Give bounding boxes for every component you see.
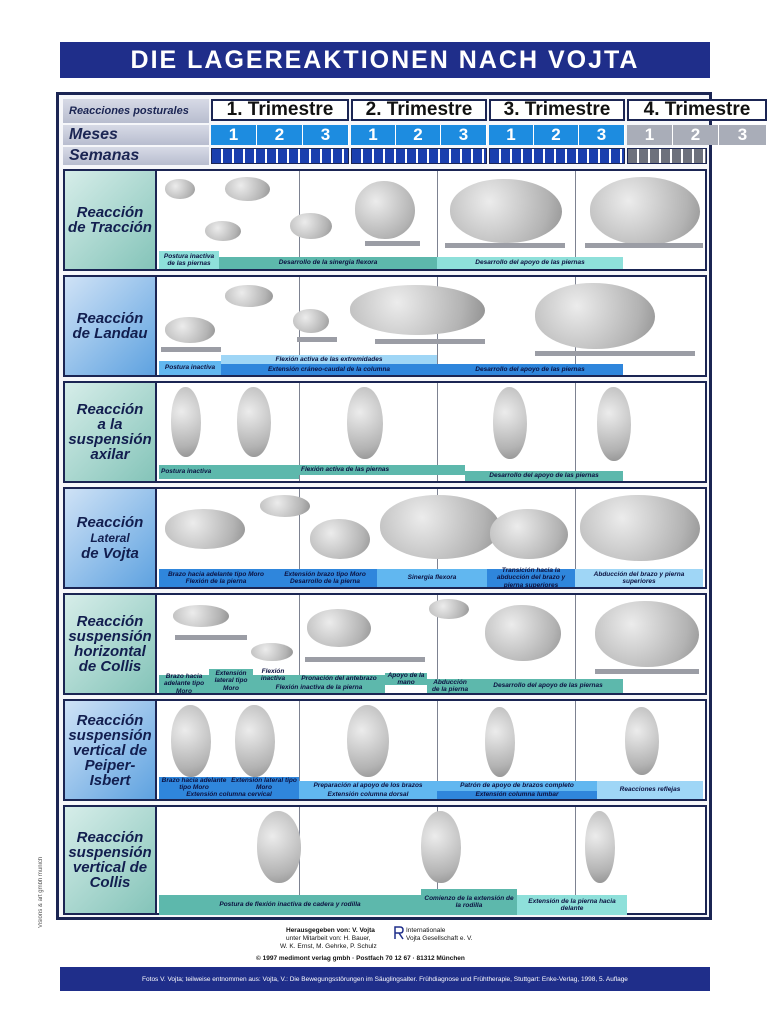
baby-photo (165, 179, 195, 199)
band: Transición hacia la abducción del brazo y pierna superiores (487, 569, 575, 587)
band: Abducción de la pierna (427, 679, 473, 693)
baby-photo (171, 387, 201, 457)
baby-photo (485, 707, 515, 777)
baby-photo (235, 705, 275, 777)
baby-photo (535, 283, 655, 349)
baby-photo (493, 387, 527, 459)
weeks-label: Semanas (63, 147, 209, 165)
baby-photo (205, 221, 241, 241)
band: Desarrollo del apoyo de las piernas (465, 471, 623, 481)
band: Flexión inactiva de la pierna (253, 683, 385, 693)
baby-photo (237, 387, 271, 457)
band: Extensión columna dorsal (299, 791, 437, 799)
month-cell: 2 (534, 125, 579, 145)
month-cell: 3 (579, 125, 625, 145)
band: Desarrollo de la sinergia flexora (219, 257, 437, 269)
band: Flexión inactiva (253, 675, 293, 683)
row-lateral-vojta (63, 487, 707, 589)
footer-credit: Fotos V. Vojta; teilweise entnommen aus: Vojta, V.: Die Bewegungsstörungen im Säuglingsalter. Frühdiagnose und Frühtherapie, Stuttgart: Enke-Verlag, 1998, 5. Auflage (60, 967, 710, 991)
band: Reacciones reflejas (597, 781, 703, 799)
band: Brazo hacia adelante tipo Moro (159, 777, 229, 791)
band: Flexión activa de las extremidades (221, 355, 437, 364)
band: Pronación del antebrazo (293, 675, 385, 683)
baby-photo (595, 601, 699, 667)
band: Extensión lateral tipo Moro (229, 777, 299, 791)
baby-photo (421, 811, 461, 883)
band: Extensión lateral tipo Moro (209, 669, 253, 693)
baby-photo (257, 811, 301, 883)
trimester-2: 2. Trimestre (351, 99, 487, 121)
row-horizontal-collis (63, 593, 707, 695)
band: Preparación al apoyo de los brazos (299, 781, 437, 791)
baby-photo (171, 705, 211, 777)
month-cell: 1 (489, 125, 534, 145)
band: Postura de flexión inactiva de cadera y rodilla (159, 895, 421, 915)
row-label: Reacción de Landau (65, 277, 157, 375)
band: Desarrollo del apoyo de las piernas (437, 364, 623, 375)
row-traccion (63, 169, 707, 271)
weeks-strip (351, 148, 487, 164)
baby-photo (251, 643, 293, 661)
row-label: Reacción de Tracción (65, 171, 157, 269)
editor-line: Herausgegeben von: V. Vojta (286, 927, 375, 934)
baby-photo (625, 707, 659, 775)
side-credit: Visions & art gmbh munich (38, 856, 44, 928)
band: Desarrollo del apoyo de las piernas (473, 679, 623, 693)
society-logo-icon (394, 926, 404, 943)
month-cell: 2 (257, 125, 303, 145)
postural-label: Reacciones posturales (63, 99, 209, 123)
weeks-strip (627, 148, 707, 164)
baby-photo (580, 495, 700, 561)
baby-photo (307, 609, 371, 647)
band: Comienzo de la extensión de la rodilla (421, 889, 517, 915)
baby-photo (350, 285, 485, 335)
month-cell: 3 (441, 125, 487, 145)
baby-photo (450, 179, 562, 243)
band: Postura inactiva de las piernas (159, 251, 219, 269)
society-line-1: Internationale (406, 927, 446, 934)
month-cell: 2 (673, 125, 719, 145)
baby-photo (355, 181, 415, 239)
band: Postura inactiva (159, 361, 221, 375)
baby-photo (597, 387, 631, 461)
band: Apoyo de la mano (385, 673, 427, 685)
baby-photo (225, 177, 270, 201)
collab-line-2: W. K. Ernst, M. Gehrke, P. Schulz (280, 943, 377, 950)
month-cell: 3 (303, 125, 349, 145)
month-cell: 2 (396, 125, 441, 145)
month-cell: 3 (719, 125, 767, 145)
trimester-4: 4. Trimestre (627, 99, 767, 121)
poster-title: DIE LAGEREAKTIONEN NACH VOJTA (60, 42, 710, 78)
row-label: Reacción Lateral de Vojta (65, 489, 157, 587)
month-cell: 1 (351, 125, 396, 145)
row-vertical-collis (63, 805, 707, 915)
band: Extensión columna lumbar (437, 791, 597, 799)
band: Sinergia flexora (377, 569, 487, 587)
baby-photo (293, 309, 329, 333)
chart-frame (56, 92, 751, 920)
baby-photo (225, 285, 273, 307)
row-suspension-axilar (63, 381, 707, 483)
row-landau (63, 275, 707, 377)
band: Extensión de la pierna hacia delante (517, 895, 627, 915)
society-line-2: Vojta Gesellschaft e. V. (406, 935, 473, 942)
baby-photo (380, 495, 500, 559)
baby-photo (260, 495, 310, 517)
baby-photo (165, 317, 215, 343)
trimester-1: 1. Trimestre (211, 99, 349, 121)
baby-photo (347, 387, 383, 459)
row-label: Reacción suspensión horizontal de Collis (65, 595, 157, 693)
weeks-strip (211, 148, 349, 164)
row-label: Reacción suspensión vertical de Peiper-Isbert (65, 701, 157, 799)
baby-photo (485, 605, 561, 661)
band: Brazo hacia adelante tipo Moro (159, 675, 209, 693)
baby-photo (590, 177, 700, 245)
trimester-3: 3. Trimestre (489, 99, 625, 121)
baby-photo (490, 509, 568, 559)
band: Extensión brazo tipo Moro Desarrollo de la pierna (273, 569, 377, 587)
baby-photo (429, 599, 469, 619)
band: Extensión columna cervical (159, 791, 299, 799)
baby-photo (165, 509, 245, 549)
baby-photo (310, 519, 370, 559)
publisher-line: © 1997 medimont verlag gmbh · Postfach 70 12 67 · 81312 München (256, 955, 465, 962)
band: Patrón de apoyo de brazos completo (437, 781, 597, 791)
row-label: Reacción a la suspensión axilar (65, 383, 157, 481)
band: Postura inactiva (159, 465, 299, 479)
band: Desarrollo del apoyo de las piernas (437, 257, 623, 269)
collab-line-1: unter Mitarbeit von: H. Bauer, (286, 935, 371, 942)
band: Flexión activa de las piernas (299, 465, 465, 475)
month-cell: 1 (211, 125, 257, 145)
row-label: Reacción suspensión vertical de Collis (65, 807, 157, 913)
baby-photo (585, 811, 615, 883)
weeks-strip (489, 148, 625, 164)
row-peiper-isbert (63, 699, 707, 801)
band: Brazo hacia adelante tipo Moro Flexión de la pierna (159, 569, 273, 587)
baby-photo (347, 705, 389, 777)
month-cell: 1 (627, 125, 673, 145)
band: Abducción del brazo y pierna superiores (575, 569, 703, 587)
baby-photo (173, 605, 229, 627)
baby-photo (290, 213, 332, 239)
months-label: Meses (63, 125, 209, 145)
band: Extensión cráneo-caudal de la columna (221, 364, 437, 375)
